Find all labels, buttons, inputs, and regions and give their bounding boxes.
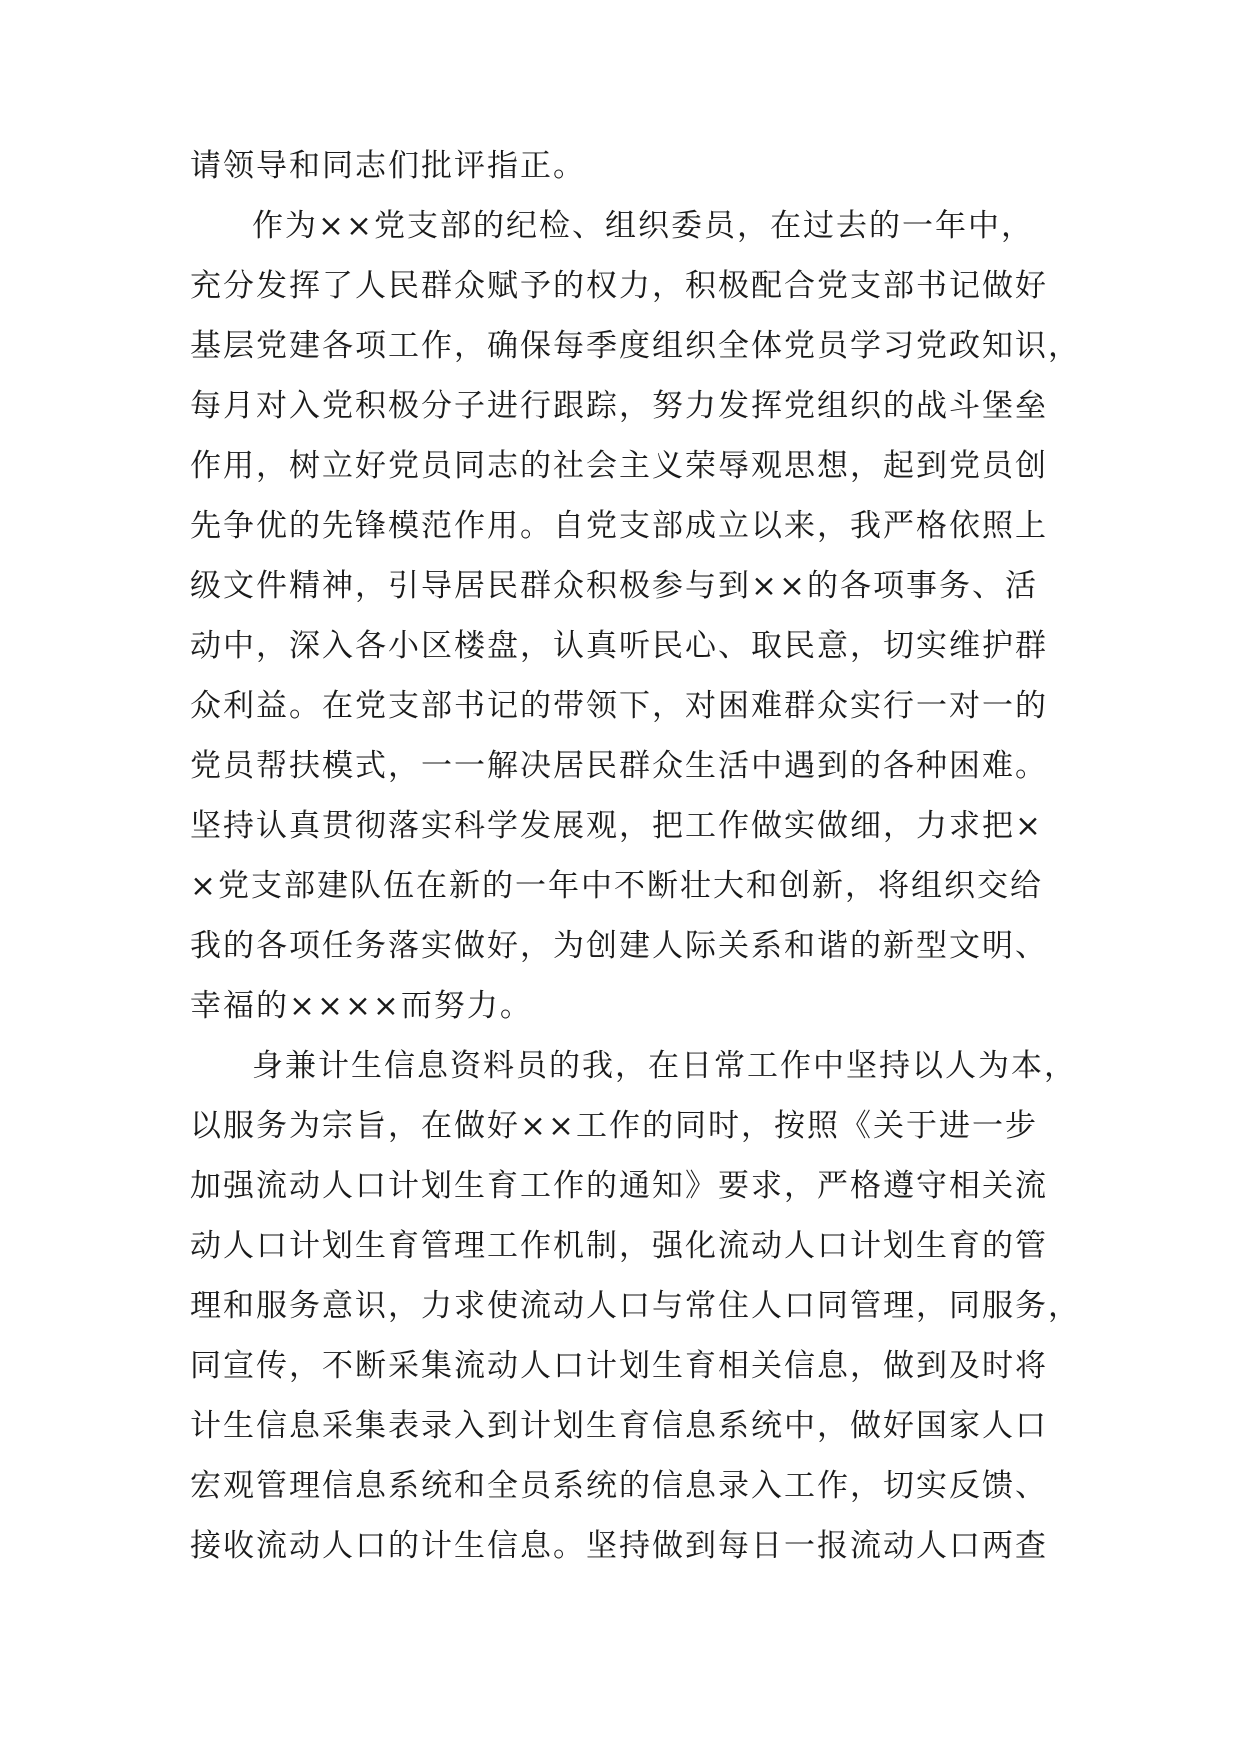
text-line: 理和服务意识，力求使流动人口与常住人口同管理，同服务， (190, 1288, 1081, 1324)
text-line: 请领导和同志们批评指正。 (190, 148, 586, 184)
text-line: 同宣传，不断采集流动人口计划生育相关信息，做到及时将 (190, 1348, 1048, 1384)
text-line: 宏观管理信息系统和全员系统的信息录入工作，切实反馈、 (190, 1468, 1048, 1504)
text-line: 动中，深入各小区楼盘，认真听民心、取民意，切实维护群 (190, 628, 1048, 664)
text-line: 党员帮扶模式，一一解决居民群众生活中遇到的各种困难。 (190, 748, 1048, 784)
text-line: 充分发挥了人民群众赋予的权力，积极配合党支部书记做好 (190, 268, 1048, 304)
text-line: 以服务为宗旨，在做好××工作的同时，按照《关于进一步 (190, 1108, 1038, 1144)
text-line: 坚持认真贯彻落实科学发展观，把工作做实做细，力求把× (190, 808, 1043, 844)
text-line: 级文件精神，引导居民群众积极参与到××的各项事务、活 (190, 568, 1038, 604)
text-line: 加强流动人口计划生育工作的通知》要求，严格遵守相关流 (190, 1168, 1048, 1204)
text-line: 幸福的××××而努力。 (190, 988, 533, 1024)
text-line: 众利益。在党支部书记的带领下，对困难群众实行一对一的 (190, 688, 1048, 724)
text-line: 接收流动人口的计生信息。坚持做到每日一报流动人口两查 (190, 1528, 1048, 1564)
text-line: 每月对入党积极分子进行跟踪，努力发挥党组织的战斗堡垒 (190, 388, 1048, 424)
text-line: 基层党建各项工作，确保每季度组织全体党员学习党政知识， (190, 328, 1081, 364)
text-line: 先争优的先锋模范作用。自党支部成立以来，我严格依照上 (190, 508, 1048, 544)
text-line: 我的各项任务落实做好，为创建人际关系和谐的新型文明、 (190, 928, 1048, 964)
paragraph-start-line: 作为××党支部的纪检、组织委员，在过去的一年中， (252, 208, 1034, 244)
text-line: 作用，树立好党员同志的社会主义荣辱观思想，起到党员创 (190, 448, 1048, 484)
paragraph-start-line: 身兼计生信息资料员的我，在日常工作中坚持以人为本， (252, 1048, 1077, 1084)
text-line: ×党支部建队伍在新的一年中不断壮大和创新，将组织交给 (190, 868, 1043, 904)
text-line: 计生信息采集表录入到计划生育信息系统中，做好国家人口 (190, 1408, 1048, 1444)
text-line: 动人口计划生育管理工作机制，强化流动人口计划生育的管 (190, 1228, 1048, 1264)
